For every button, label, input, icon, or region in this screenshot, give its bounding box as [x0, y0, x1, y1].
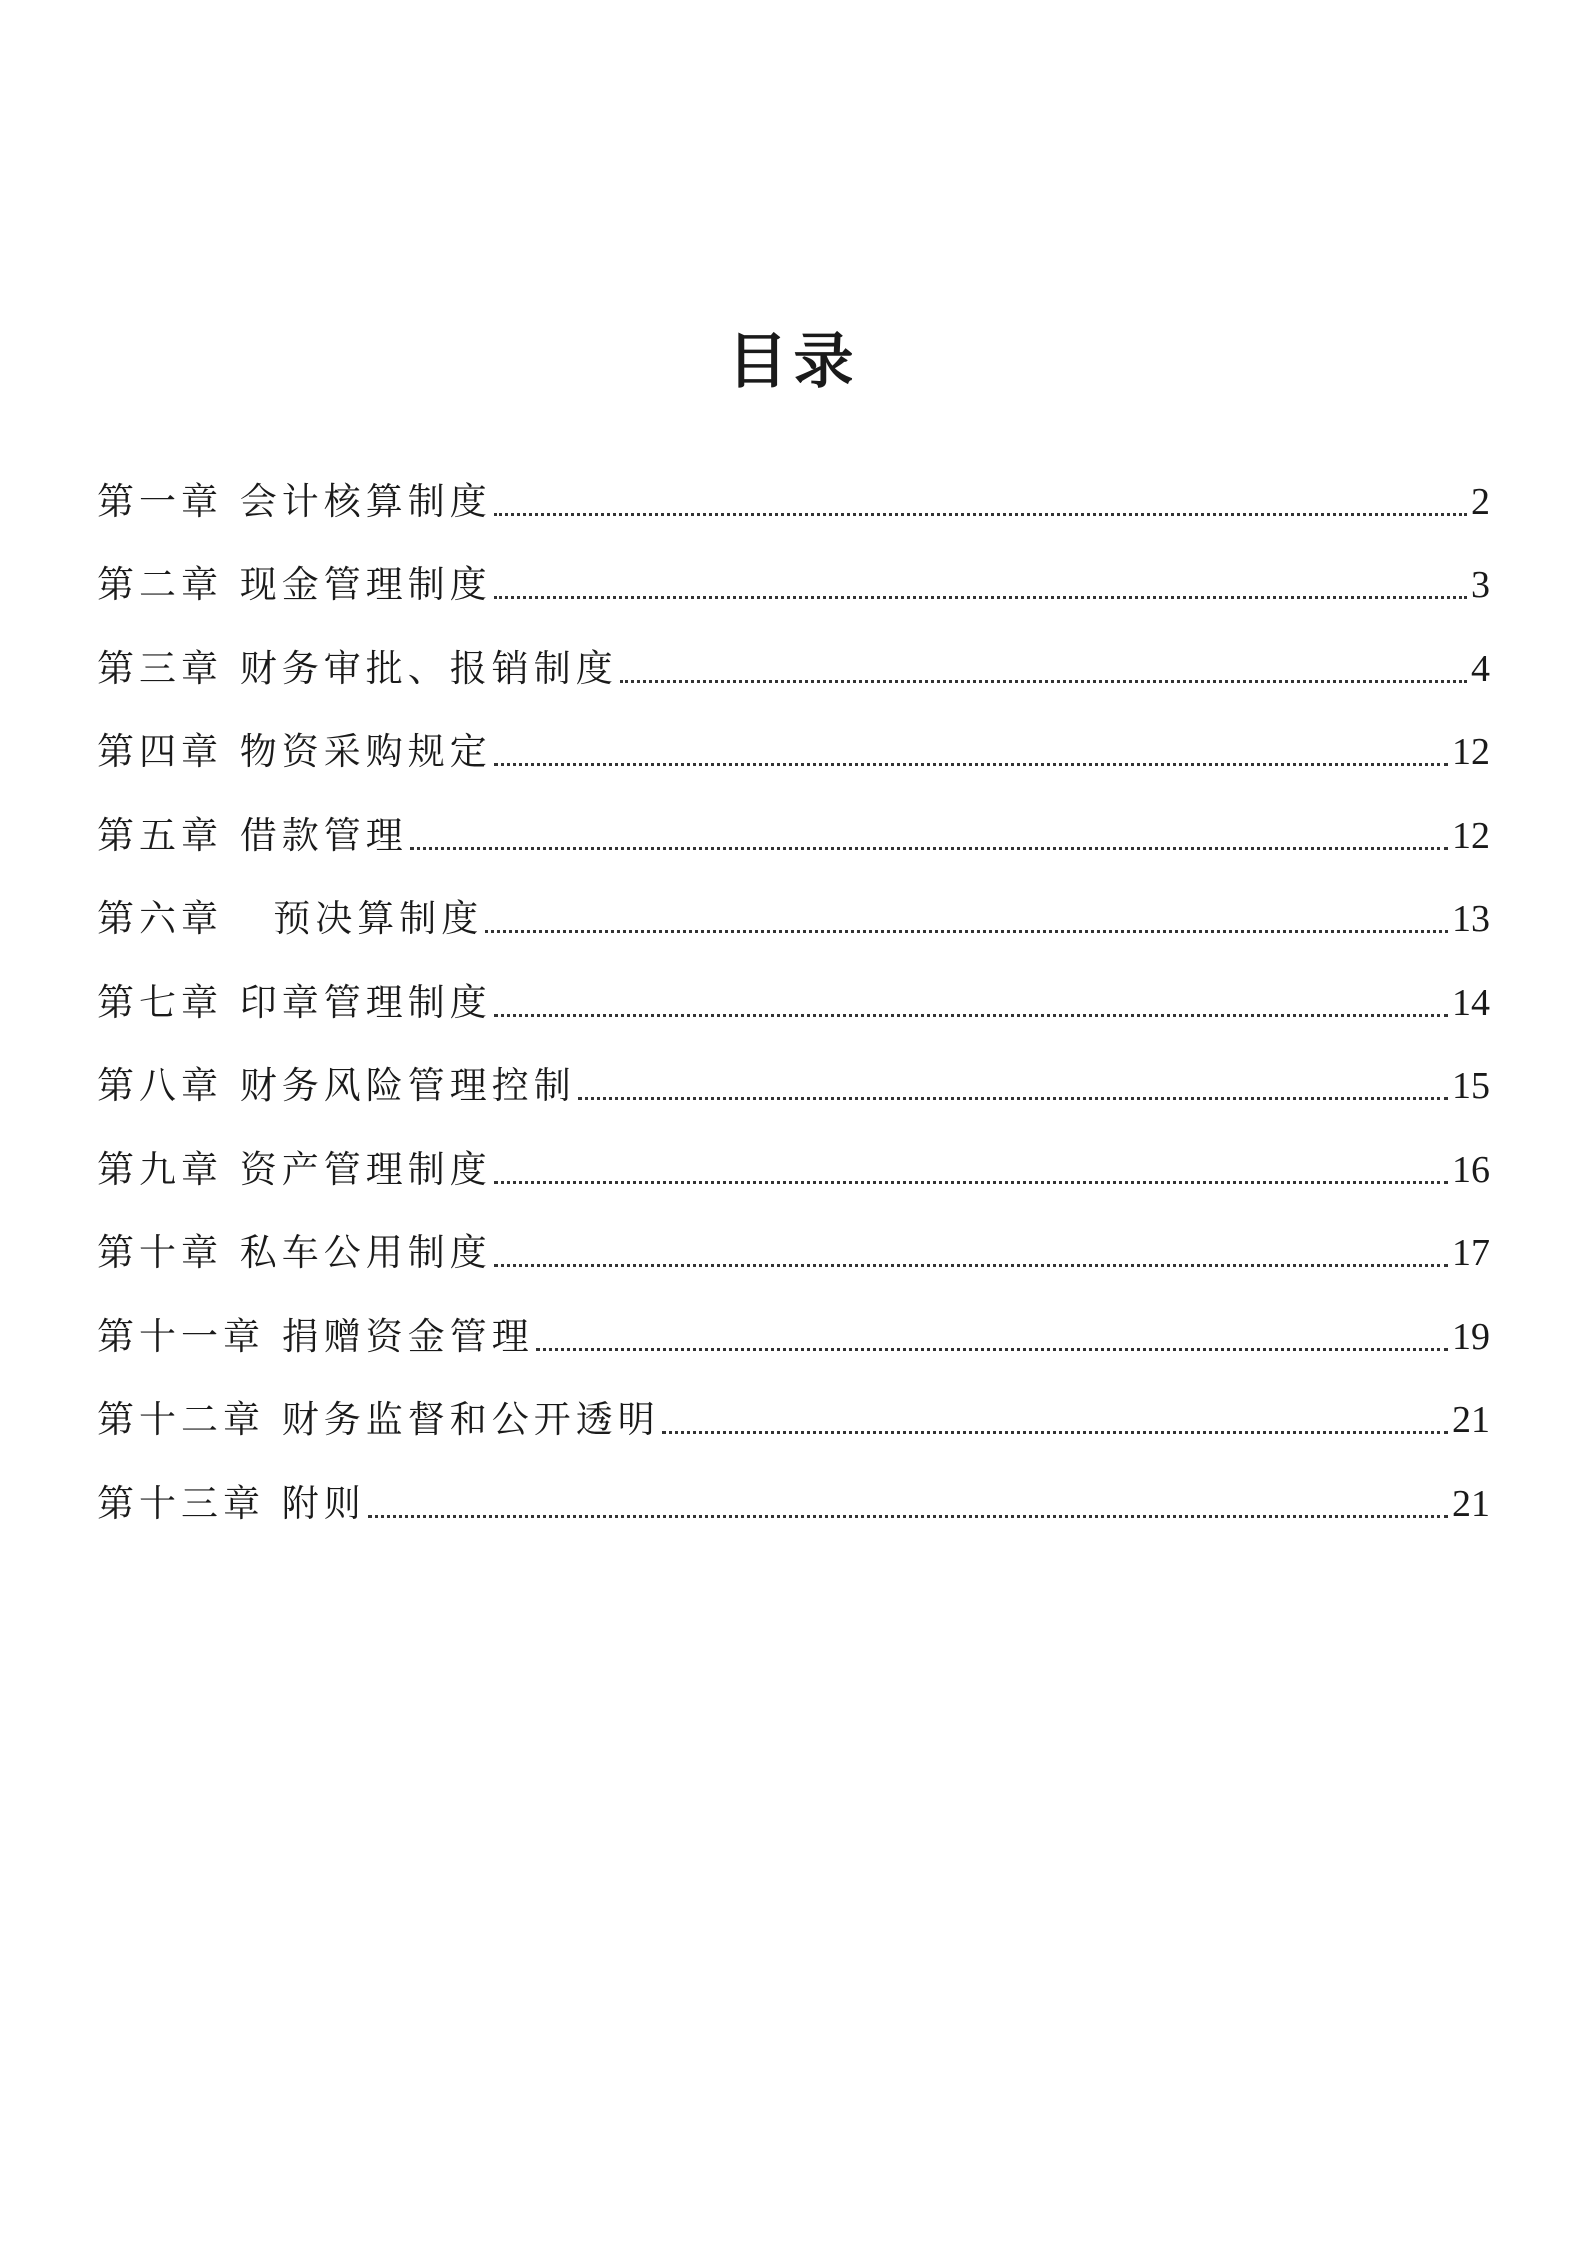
toc-dot-leader [485, 930, 1448, 933]
toc-entry-title: 会计核算制度 [239, 479, 492, 523]
toc-dot-leader [536, 1348, 1448, 1351]
toc-dot-leader [494, 1264, 1448, 1267]
toc-entry-title: 现金管理制度 [239, 563, 492, 606]
toc-entry[interactable] [97, 1025, 1490, 1109]
toc-entry-chapter: 第六章 [97, 897, 223, 940]
toc-entry-title: 资产管理制度 [239, 1147, 492, 1191]
toc-entry[interactable] [97, 607, 1490, 691]
toc-entry[interactable] [97, 691, 1490, 775]
toc-dot-leader [494, 596, 1467, 599]
toc-entry-page: 13 [1452, 898, 1490, 940]
toc-entry-title: 附则 [281, 1481, 366, 1525]
toc-entry-chapter: 第一章 [97, 479, 223, 523]
toc-entry-page: 16 [1452, 1148, 1490, 1191]
toc-entry-chapter: 第十三章 [97, 1481, 265, 1525]
toc-entry-chapter: 第十二章 [97, 1398, 265, 1441]
toc-entry-chapter: 第七章 [97, 980, 223, 1024]
toc-dot-leader [494, 513, 1467, 516]
toc-dot-leader [494, 763, 1448, 766]
toc-entry[interactable] [97, 1192, 1490, 1276]
toc-entry[interactable] [97, 858, 1490, 942]
toc-entry-chapter: 第十一章 [97, 1314, 265, 1358]
toc-dot-leader [368, 1515, 1448, 1518]
toc-entry-title: 财务风险管理控制 [239, 1064, 576, 1107]
toc-entry-chapter: 第十章 [97, 1231, 223, 1274]
toc-entry-chapter: 第三章 [97, 646, 223, 690]
toc-entry-title: 印章管理制度 [239, 980, 492, 1024]
toc-entry-page: 4 [1471, 647, 1490, 690]
toc-entry-chapter: 第八章 [97, 1064, 223, 1107]
toc-entry-title: 财务审批、报销制度 [239, 646, 618, 690]
toc-dot-leader [494, 1181, 1448, 1184]
toc-entry-page: 12 [1452, 731, 1490, 773]
toc-entry-title: 私车公用制度 [239, 1231, 492, 1274]
toc-entry-page: 2 [1471, 480, 1490, 523]
toc-entry[interactable] [97, 1108, 1490, 1192]
toc-entry-page: 15 [1452, 1065, 1490, 1107]
toc-dot-leader [410, 847, 1448, 850]
toc-entry-page: 3 [1471, 564, 1490, 606]
toc-dot-leader [662, 1431, 1448, 1434]
toc-entry-page: 19 [1452, 1315, 1490, 1358]
toc-entry-page: 12 [1452, 814, 1490, 857]
toc-entry[interactable] [97, 524, 1490, 608]
toc-entry-chapter: 第二章 [97, 563, 223, 606]
toc-entry[interactable] [97, 440, 1490, 524]
toc-entry-chapter: 第九章 [97, 1147, 223, 1191]
toc-title: 目录 [727, 327, 860, 397]
toc-entry-title: 借款管理 [239, 813, 408, 857]
toc-entry-title: 财务监督和公开透明 [281, 1398, 660, 1441]
toc-entry[interactable] [97, 1275, 1490, 1359]
toc-dot-leader [494, 1014, 1448, 1017]
toc-entry-title: 物资采购规定 [239, 730, 492, 773]
toc-entry[interactable] [97, 1359, 1490, 1443]
toc-dot-leader [578, 1097, 1448, 1100]
toc-entry-page: 17 [1452, 1232, 1490, 1274]
toc-entry-page: 21 [1452, 1399, 1490, 1441]
toc-list [97, 440, 1490, 1526]
toc-entry[interactable] [97, 1442, 1490, 1526]
toc-entry-chapter: 第五章 [97, 813, 223, 857]
toc-dot-leader [620, 680, 1467, 683]
toc-entry-page: 21 [1452, 1482, 1490, 1525]
toc-entry-title: 预决算制度 [239, 897, 484, 940]
toc-entry[interactable] [97, 774, 1490, 858]
toc-entry-title: 捐赠资金管理 [281, 1314, 534, 1358]
toc-entry-page: 14 [1452, 981, 1490, 1024]
toc-entry[interactable] [97, 941, 1490, 1025]
toc-entry-chapter: 第四章 [97, 730, 223, 773]
